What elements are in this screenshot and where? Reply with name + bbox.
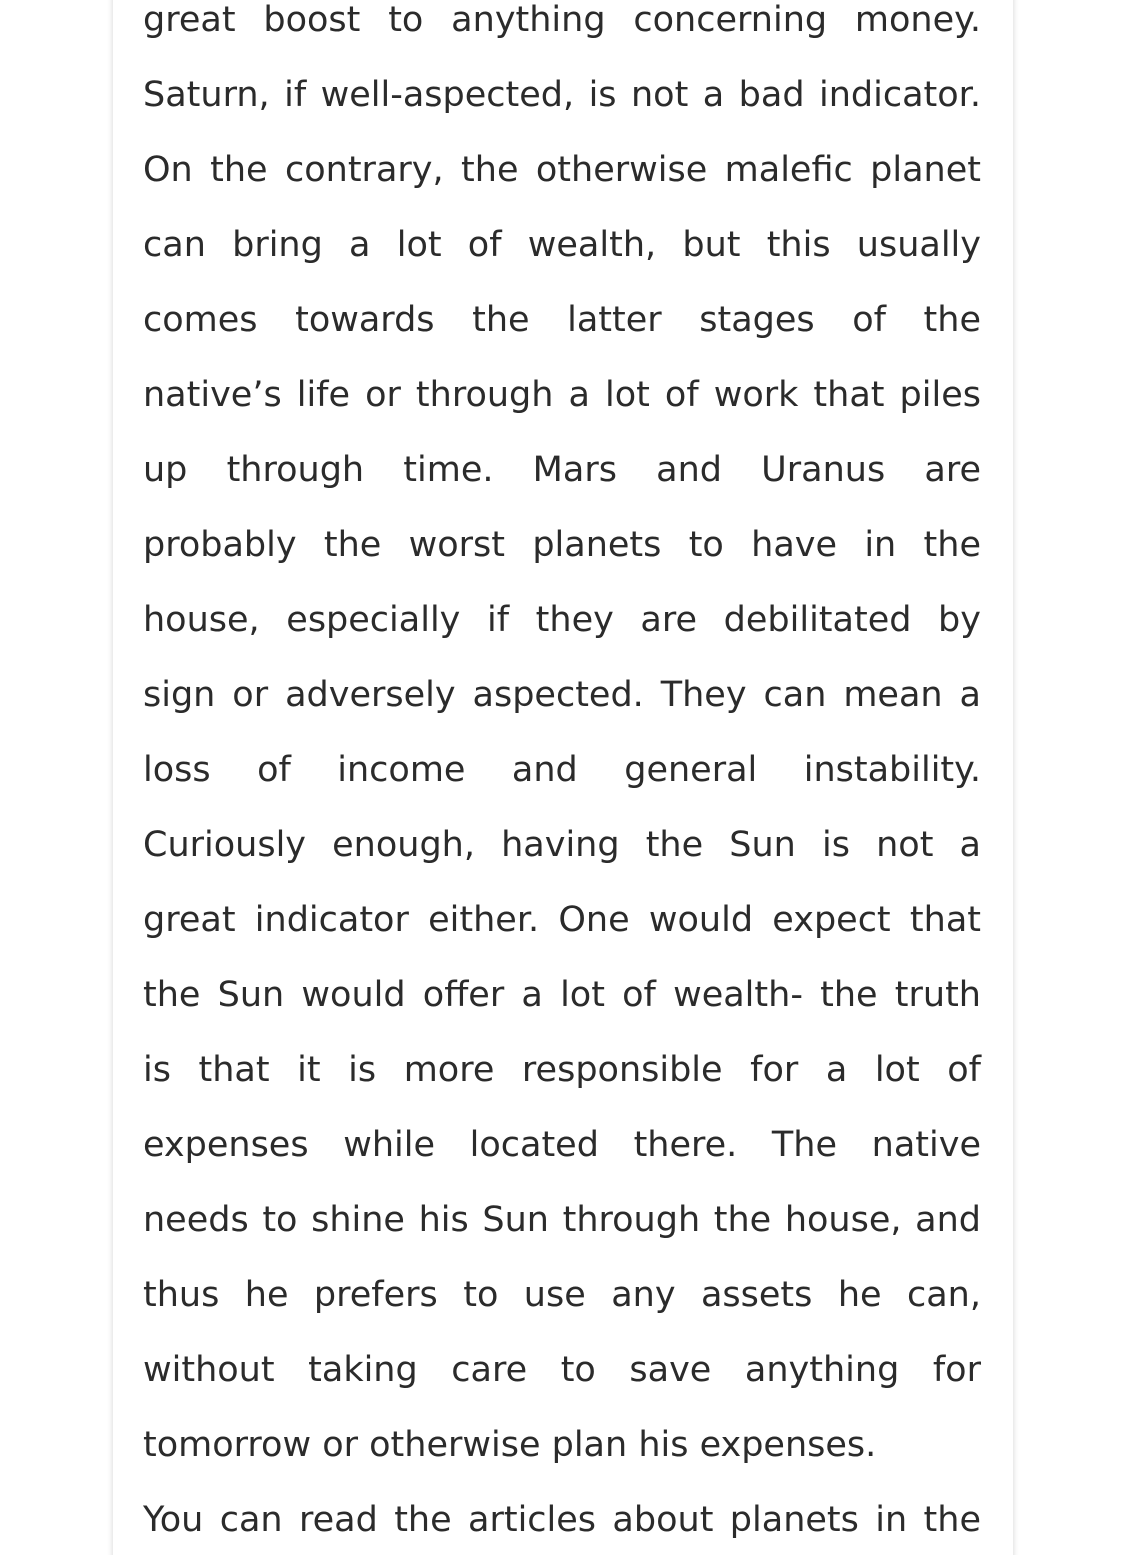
text-line: needs to shine his Sun through the house, and <box>143 1200 981 1240</box>
text-line: can bring a lot of wealth, but this usually <box>143 225 981 265</box>
text-line: without taking care to save anything for <box>143 1350 981 1390</box>
text-line: probably the worst planets to have in the <box>143 525 981 565</box>
text-line: the Sun would offer a lot of wealth- the truth <box>143 975 981 1015</box>
text-line: up through time. Mars and Uranus are <box>143 450 981 490</box>
text-line: is that it is more responsible for a lot of <box>143 1050 981 1090</box>
text-line: native’s life or through a lot of work that piles <box>143 375 981 415</box>
text-line: tomorrow or otherwise plan his expenses. <box>143 1425 877 1465</box>
text-line: On the contrary, the otherwise malefic planet <box>143 150 981 190</box>
text-line: comes towards the latter stages of the <box>143 300 981 340</box>
text-line: You can read the articles about planets in the <box>143 1500 981 1540</box>
text-line: house, especially if they are debilitated by <box>143 600 981 640</box>
text-line: great indicator either. One would expect that <box>143 900 981 940</box>
text-line: loss of income and general instability. <box>143 750 981 790</box>
text-line: thus he prefers to use any assets he can, <box>143 1275 981 1315</box>
text-line: expenses while located there. The native <box>143 1125 981 1165</box>
text-line: Saturn, if well-aspected, is not a bad indicator. <box>143 75 981 115</box>
text-line: sign or adversely aspected. They can mean a <box>143 675 981 715</box>
text-line: Curiously enough, having the Sun is not a <box>143 825 981 865</box>
text-line: great boost to anything concerning money. <box>143 0 981 40</box>
